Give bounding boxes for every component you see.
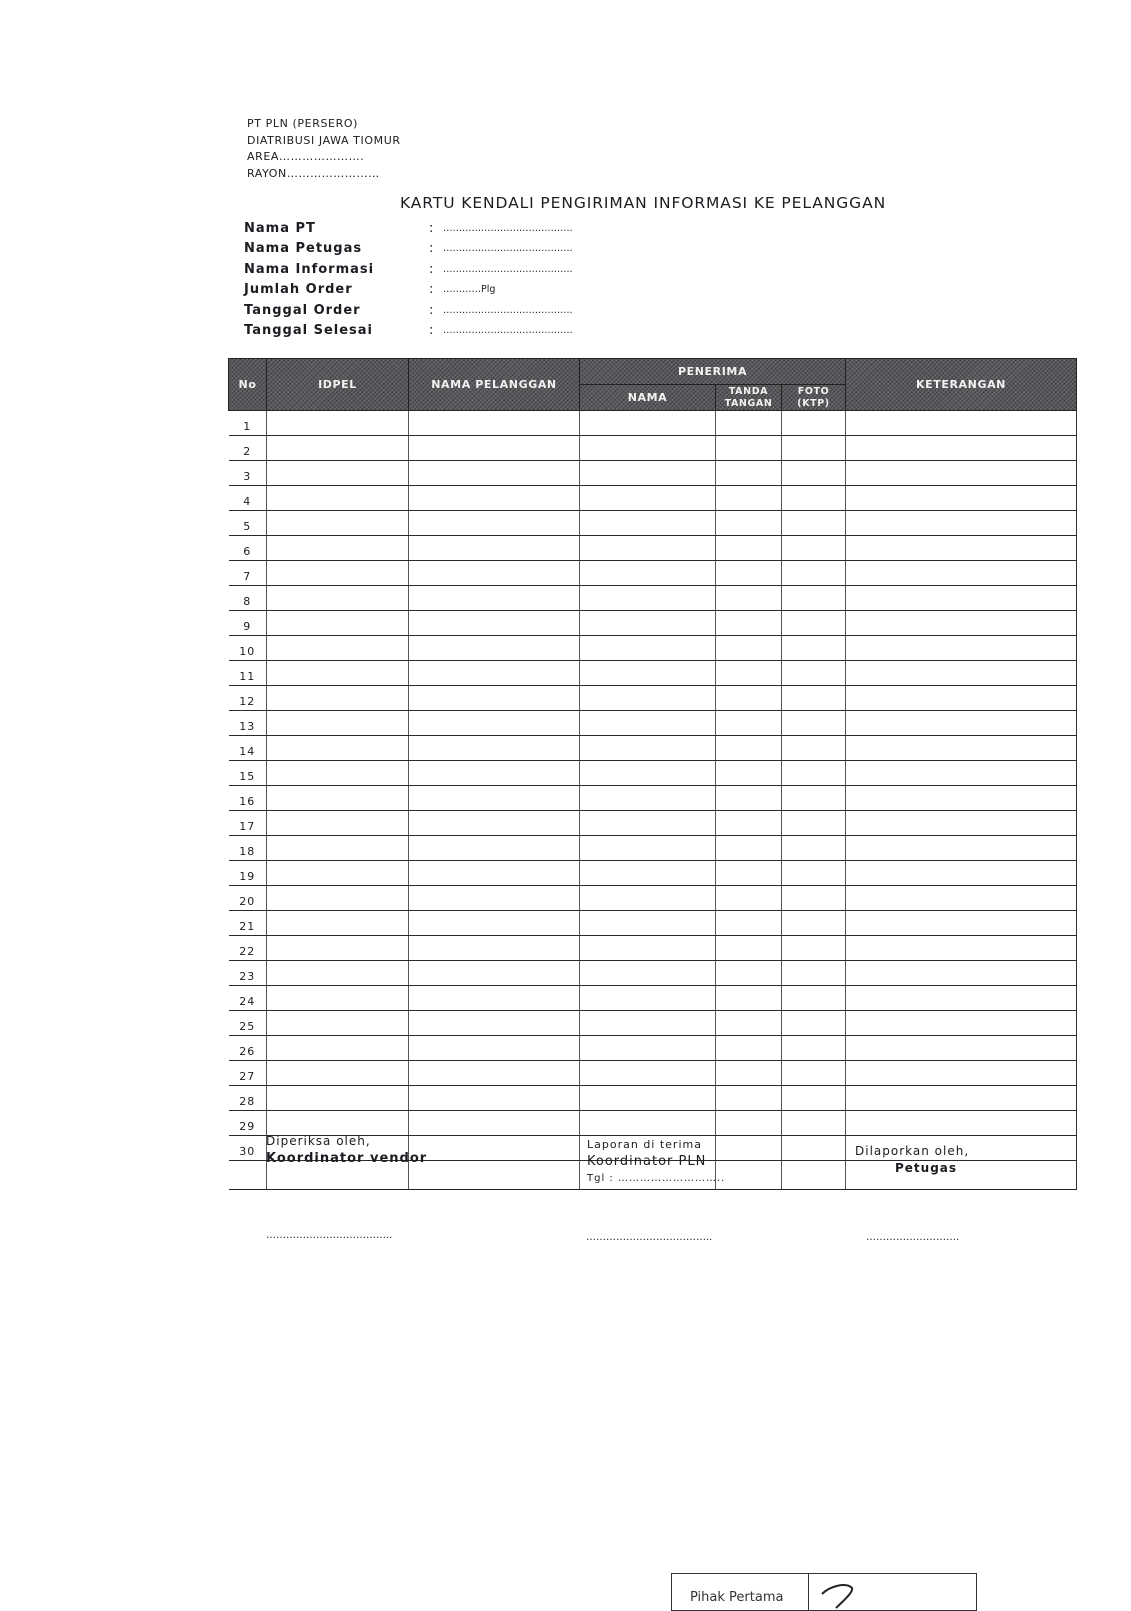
area-field: AREA…………………. (247, 150, 365, 163)
table-row (229, 511, 1077, 536)
nama-pelanggan-cell[interactable] (409, 986, 580, 1011)
row-number: 16 (229, 786, 267, 811)
foto-cell[interactable] (782, 936, 846, 961)
idpel-cell[interactable] (267, 561, 409, 586)
foto-cell[interactable] (782, 786, 846, 811)
table-row (229, 561, 1077, 586)
field-jumlah-order (244, 280, 573, 301)
table-row (229, 411, 1077, 436)
foto-cell[interactable] (782, 1086, 846, 1111)
distribution-name: DIATRIBUSI JAWA TIOMUR (247, 133, 401, 147)
keterangan-cell[interactable] (846, 886, 1077, 911)
field-tanggal-selesai (244, 321, 573, 342)
row-number: 7 (229, 561, 267, 586)
idpel-cell[interactable] (267, 511, 409, 536)
penerima-nama-cell[interactable] (580, 911, 716, 936)
table-row (229, 861, 1077, 886)
table-row (229, 786, 1077, 811)
keterangan-cell[interactable] (846, 461, 1077, 486)
penerima-nama-cell[interactable] (580, 411, 716, 436)
blank-cell (409, 1161, 580, 1190)
row-number: 18 (229, 836, 267, 861)
nama-pelanggan-cell[interactable] (409, 711, 580, 736)
idpel-cell[interactable] (267, 1011, 409, 1036)
nama-pelanggan-cell[interactable] (409, 461, 580, 486)
field-value[interactable]: ………………………………….. (443, 243, 573, 255)
table-row (229, 961, 1077, 986)
blank-cell (229, 1161, 267, 1190)
table-row (229, 811, 1077, 836)
row-number: 29 (229, 1111, 267, 1136)
signature-label: Dilaporkan oleh, (855, 1144, 970, 1158)
keterangan-cell[interactable] (846, 586, 1077, 611)
nama-pelanggan-cell[interactable] (409, 886, 580, 911)
table-row (229, 611, 1077, 636)
idpel-cell[interactable] (267, 536, 409, 561)
penerima-nama-cell[interactable] (580, 436, 716, 461)
signature-received-by (587, 1136, 725, 1187)
tanda-tangan-cell[interactable] (716, 786, 782, 811)
field-tanggal-order (244, 300, 573, 321)
tanda-tangan-cell[interactable] (716, 861, 782, 886)
nama-pelanggan-cell[interactable] (409, 961, 580, 986)
row-number: 24 (229, 986, 267, 1011)
keterangan-cell[interactable] (846, 436, 1077, 461)
keterangan-cell[interactable] (846, 936, 1077, 961)
idpel-cell[interactable] (267, 1036, 409, 1061)
nama-pelanggan-cell[interactable] (409, 761, 580, 786)
foto-cell[interactable] (782, 461, 846, 486)
table-row (229, 636, 1077, 661)
idpel-cell[interactable] (267, 836, 409, 861)
nama-pelanggan-cell[interactable] (409, 1036, 580, 1061)
table-row (229, 661, 1077, 686)
keterangan-cell[interactable] (846, 1036, 1077, 1061)
row-number: 2 (229, 436, 267, 461)
row-number: 30 (229, 1136, 267, 1161)
tanda-tangan-cell[interactable] (716, 1136, 782, 1161)
nama-pelanggan-cell[interactable] (409, 836, 580, 861)
keterangan-cell[interactable] (846, 636, 1077, 661)
field-value[interactable]: ………………………………….. (443, 325, 573, 337)
penerima-nama-cell[interactable] (580, 761, 716, 786)
penerima-nama-cell[interactable] (580, 886, 716, 911)
idpel-cell[interactable] (267, 736, 409, 761)
signature-checked-by (266, 1133, 427, 1167)
tanda-tangan-cell[interactable] (716, 936, 782, 961)
foto-cell[interactable] (782, 436, 846, 461)
table-row (229, 436, 1077, 461)
foto-cell[interactable] (782, 636, 846, 661)
keterangan-cell[interactable] (846, 986, 1077, 1011)
tanda-tangan-cell[interactable] (716, 1036, 782, 1061)
table-row (229, 936, 1077, 961)
tanda-tangan-cell[interactable] (716, 636, 782, 661)
blank-cell (782, 1161, 846, 1190)
idpel-cell[interactable] (267, 1086, 409, 1111)
penerima-nama-cell[interactable] (580, 536, 716, 561)
nama-pelanggan-cell[interactable] (409, 511, 580, 536)
paraf-stamp (671, 1573, 977, 1611)
row-number: 28 (229, 1086, 267, 1111)
nama-pelanggan-cell[interactable] (409, 1011, 580, 1036)
row-number: 12 (229, 686, 267, 711)
row-number: 21 (229, 911, 267, 936)
foto-cell[interactable] (782, 561, 846, 586)
field-colon: : (429, 302, 435, 318)
foto-cell[interactable] (782, 1061, 846, 1086)
field-label: Tanggal Selesai (244, 323, 374, 339)
keterangan-cell[interactable] (846, 761, 1077, 786)
penerima-nama-cell[interactable] (580, 736, 716, 761)
field-nama-informasi (244, 259, 573, 280)
tanda-tangan-cell[interactable] (716, 1011, 782, 1036)
nama-pelanggan-cell[interactable] (409, 1086, 580, 1111)
keterangan-cell[interactable] (846, 1011, 1077, 1036)
tanda-tangan-cell[interactable] (716, 511, 782, 536)
keterangan-cell[interactable] (846, 686, 1077, 711)
nama-pelanggan-cell[interactable] (409, 611, 580, 636)
stamp-divider (808, 1574, 809, 1610)
foto-cell[interactable] (782, 411, 846, 436)
idpel-cell[interactable] (267, 586, 409, 611)
table-row (229, 1086, 1077, 1111)
tanda-tangan-cell[interactable] (716, 1086, 782, 1111)
row-number: 22 (229, 936, 267, 961)
idpel-cell[interactable] (267, 611, 409, 636)
idpel-cell[interactable] (267, 1061, 409, 1086)
foto-cell[interactable] (782, 711, 846, 736)
delivery-table (228, 358, 1077, 1190)
tanda-tangan-cell[interactable] (716, 761, 782, 786)
penerima-nama-cell[interactable] (580, 986, 716, 1011)
keterangan-cell[interactable] (846, 661, 1077, 686)
table-row (229, 486, 1077, 511)
idpel-cell[interactable] (267, 1111, 409, 1136)
row-number: 6 (229, 536, 267, 561)
row-number: 11 (229, 661, 267, 686)
form-fields (244, 218, 573, 341)
document-header (247, 116, 401, 182)
idpel-cell[interactable] (267, 686, 409, 711)
penerima-nama-cell[interactable] (580, 1061, 716, 1086)
row-number: 14 (229, 736, 267, 761)
row-number: 5 (229, 511, 267, 536)
field-value[interactable]: ………………………………….. (443, 222, 573, 234)
tanda-tangan-cell[interactable] (716, 561, 782, 586)
foto-cell[interactable] (782, 911, 846, 936)
field-label: Nama Petugas (244, 241, 363, 257)
nama-pelanggan-cell[interactable] (409, 411, 580, 436)
penerima-nama-cell[interactable] (580, 1036, 716, 1061)
nama-pelanggan-cell[interactable] (409, 486, 580, 511)
field-nama-pt (244, 218, 573, 239)
idpel-cell[interactable] (267, 486, 409, 511)
keterangan-cell[interactable] (846, 1086, 1077, 1111)
table-row (229, 461, 1077, 486)
header-tanda-tangan: TANDA TANGAN (716, 385, 782, 411)
field-colon: : (429, 282, 435, 298)
penerima-nama-cell[interactable] (580, 811, 716, 836)
keterangan-cell[interactable] (846, 711, 1077, 736)
nama-pelanggan-cell[interactable] (409, 586, 580, 611)
nama-pelanggan-cell[interactable] (409, 1136, 580, 1161)
keterangan-cell[interactable] (846, 736, 1077, 761)
tanda-tangan-cell[interactable] (716, 961, 782, 986)
signature-role: Petugas (895, 1161, 958, 1175)
field-value[interactable]: ………………………………….. (443, 304, 573, 316)
tanda-tangan-cell[interactable] (716, 411, 782, 436)
nama-pelanggan-cell[interactable] (409, 536, 580, 561)
header-idpel: IDPEL (267, 359, 409, 411)
company-name: PT PLN (PERSERO) (247, 117, 358, 130)
signature-label: Laporan di terima (587, 1138, 702, 1151)
foto-cell[interactable] (782, 661, 846, 686)
handwritten-initial-icon (814, 1580, 874, 1610)
table-row (229, 1061, 1077, 1086)
table-row (229, 886, 1077, 911)
idpel-cell[interactable] (267, 936, 409, 961)
tanda-tangan-cell[interactable] (716, 536, 782, 561)
row-number: 4 (229, 486, 267, 511)
penerima-nama-cell[interactable] (580, 711, 716, 736)
foto-cell[interactable] (782, 486, 846, 511)
foto-cell[interactable] (782, 586, 846, 611)
idpel-cell[interactable] (267, 811, 409, 836)
penerima-nama-cell[interactable] (580, 486, 716, 511)
nama-pelanggan-cell[interactable] (409, 686, 580, 711)
stamp-label: Pihak Pertama (690, 1590, 784, 1605)
field-colon: : (429, 220, 435, 236)
table-row (229, 536, 1077, 561)
foto-cell[interactable] (782, 886, 846, 911)
tanda-tangan-cell[interactable] (716, 836, 782, 861)
foto-cell[interactable] (782, 836, 846, 861)
row-number: 17 (229, 811, 267, 836)
foto-cell[interactable] (782, 761, 846, 786)
penerima-nama-cell[interactable] (580, 836, 716, 861)
foto-cell[interactable] (782, 536, 846, 561)
tanda-tangan-cell[interactable] (716, 736, 782, 761)
signature-date[interactable]: Tgl : ……………………….. (587, 1173, 726, 1184)
penerima-nama-cell[interactable] (580, 936, 716, 961)
table-row (229, 1011, 1077, 1036)
idpel-cell[interactable] (267, 411, 409, 436)
nama-pelanggan-cell[interactable] (409, 936, 580, 961)
blank-cell (716, 1161, 782, 1190)
penerima-nama-cell[interactable] (580, 661, 716, 686)
penerima-nama-cell[interactable] (580, 561, 716, 586)
nama-pelanggan-cell[interactable] (409, 811, 580, 836)
field-value[interactable]: …………Plg (443, 284, 496, 296)
row-number: 27 (229, 1061, 267, 1086)
field-label: Nama Informasi (244, 261, 375, 277)
tanda-tangan-cell[interactable] (716, 811, 782, 836)
keterangan-cell[interactable] (846, 411, 1077, 436)
field-colon: : (429, 323, 435, 339)
field-label: Nama PT (244, 220, 316, 236)
keterangan-cell[interactable] (846, 511, 1077, 536)
idpel-cell[interactable] (267, 436, 409, 461)
keterangan-cell[interactable] (846, 911, 1077, 936)
nama-pelanggan-cell[interactable] (409, 911, 580, 936)
signature-role: Koordinator vendor (266, 1151, 428, 1166)
nama-pelanggan-cell[interactable] (409, 861, 580, 886)
row-number: 26 (229, 1036, 267, 1061)
field-colon: : (429, 241, 435, 257)
keterangan-cell[interactable] (846, 811, 1077, 836)
nama-pelanggan-cell[interactable] (409, 736, 580, 761)
foto-cell[interactable] (782, 686, 846, 711)
penerima-nama-cell[interactable] (580, 861, 716, 886)
penerima-nama-cell[interactable] (580, 686, 716, 711)
field-label: Jumlah Order (244, 282, 353, 298)
penerima-nama-cell[interactable] (580, 511, 716, 536)
signature-label: Diperiksa oleh, (266, 1134, 371, 1148)
tanda-tangan-cell[interactable] (716, 486, 782, 511)
table-row (229, 986, 1077, 1011)
field-colon: : (429, 261, 435, 277)
penerima-nama-cell[interactable] (580, 1111, 716, 1136)
rayon-field: RAYON…………………… (247, 166, 380, 180)
row-number: 3 (229, 461, 267, 486)
idpel-cell[interactable] (267, 886, 409, 911)
keterangan-cell[interactable] (846, 611, 1077, 636)
table-row (229, 686, 1077, 711)
signature-line-middle[interactable]: ……………………………….. (586, 1232, 713, 1243)
penerima-nama-cell[interactable] (580, 961, 716, 986)
nama-pelanggan-cell[interactable] (409, 561, 580, 586)
header-foto: FOTO (KTP) (782, 385, 846, 411)
idpel-cell[interactable] (267, 761, 409, 786)
tanda-tangan-cell[interactable] (716, 1111, 782, 1136)
penerima-nama-cell[interactable] (580, 1011, 716, 1036)
tanda-tangan-cell[interactable] (716, 886, 782, 911)
row-number: 23 (229, 961, 267, 986)
table-row (229, 1036, 1077, 1061)
table-row (229, 761, 1077, 786)
nama-pelanggan-cell[interactable] (409, 1061, 580, 1086)
keterangan-cell[interactable] (846, 961, 1077, 986)
row-number: 25 (229, 1011, 267, 1036)
foto-cell[interactable] (782, 1011, 846, 1036)
tanda-tangan-cell[interactable] (716, 461, 782, 486)
tanda-tangan-cell[interactable] (716, 911, 782, 936)
foto-cell[interactable] (782, 736, 846, 761)
penerima-nama-cell[interactable] (580, 786, 716, 811)
foto-cell[interactable] (782, 861, 846, 886)
keterangan-cell[interactable] (846, 486, 1077, 511)
header-keterangan: KETERANGAN (846, 359, 1077, 411)
keterangan-cell[interactable] (846, 861, 1077, 886)
table-row (229, 586, 1077, 611)
foto-cell[interactable] (782, 961, 846, 986)
idpel-cell[interactable] (267, 786, 409, 811)
penerima-nama-cell[interactable] (580, 461, 716, 486)
signature-role: Koordinator PLN (587, 1154, 707, 1169)
row-number: 10 (229, 636, 267, 661)
penerima-nama-cell[interactable] (580, 586, 716, 611)
idpel-cell[interactable] (267, 861, 409, 886)
tanda-tangan-cell[interactable] (716, 686, 782, 711)
tanda-tangan-cell[interactable] (716, 611, 782, 636)
keterangan-cell[interactable] (846, 1111, 1077, 1136)
foto-cell[interactable] (782, 1111, 846, 1136)
table-row (229, 836, 1077, 861)
row-number: 13 (229, 711, 267, 736)
tanda-tangan-cell[interactable] (716, 661, 782, 686)
row-number: 19 (229, 861, 267, 886)
row-number: 15 (229, 761, 267, 786)
tanda-tangan-cell[interactable] (716, 586, 782, 611)
nama-pelanggan-cell[interactable] (409, 661, 580, 686)
keterangan-cell[interactable] (846, 836, 1077, 861)
tanda-tangan-cell[interactable] (716, 436, 782, 461)
field-nama-petugas (244, 239, 573, 260)
nama-pelanggan-cell[interactable] (409, 1111, 580, 1136)
header-nama: NAMA (580, 385, 716, 411)
idpel-cell[interactable] (267, 986, 409, 1011)
table-body (229, 411, 1077, 1190)
idpel-cell[interactable] (267, 661, 409, 686)
keterangan-cell[interactable] (846, 786, 1077, 811)
idpel-cell[interactable] (267, 461, 409, 486)
header-penerima: PENERIMA (580, 359, 846, 385)
signature-line-right[interactable]: ………………………. (866, 1232, 960, 1243)
signature-reported-by (855, 1143, 969, 1177)
field-label: Tanggal Order (244, 302, 361, 318)
row-number: 9 (229, 611, 267, 636)
foto-cell[interactable] (782, 611, 846, 636)
idpel-cell[interactable] (267, 711, 409, 736)
penerima-nama-cell[interactable] (580, 636, 716, 661)
form-title: KARTU KENDALI PENGIRIMAN INFORMASI KE PELANGGAN (400, 194, 887, 212)
signature-line-left[interactable]: ……………………………….. (266, 1230, 393, 1241)
table-row (229, 736, 1077, 761)
nama-pelanggan-cell[interactable] (409, 786, 580, 811)
tanda-tangan-cell[interactable] (716, 986, 782, 1011)
foto-cell[interactable] (782, 511, 846, 536)
nama-pelanggan-cell[interactable] (409, 636, 580, 661)
foto-cell[interactable] (782, 811, 846, 836)
tanda-tangan-cell[interactable] (716, 1061, 782, 1086)
row-number: 8 (229, 586, 267, 611)
nama-pelanggan-cell[interactable] (409, 436, 580, 461)
field-value[interactable]: ………………………………….. (443, 263, 573, 275)
idpel-cell[interactable] (267, 961, 409, 986)
keterangan-cell[interactable] (846, 561, 1077, 586)
idpel-cell[interactable] (267, 636, 409, 661)
foto-cell[interactable] (782, 1136, 846, 1161)
keterangan-cell[interactable] (846, 536, 1077, 561)
keterangan-cell[interactable] (846, 1061, 1077, 1086)
table-row (229, 711, 1077, 736)
header-no: No (229, 359, 267, 411)
foto-cell[interactable] (782, 1036, 846, 1061)
table-row (229, 1111, 1077, 1136)
idpel-cell[interactable] (267, 911, 409, 936)
tanda-tangan-cell[interactable] (716, 711, 782, 736)
penerima-nama-cell[interactable] (580, 611, 716, 636)
penerima-nama-cell[interactable] (580, 1086, 716, 1111)
table-row (229, 911, 1077, 936)
row-number: 20 (229, 886, 267, 911)
header-nama-pelanggan: NAMA PELANGGAN (409, 359, 580, 411)
row-number: 1 (229, 411, 267, 436)
foto-cell[interactable] (782, 986, 846, 1011)
